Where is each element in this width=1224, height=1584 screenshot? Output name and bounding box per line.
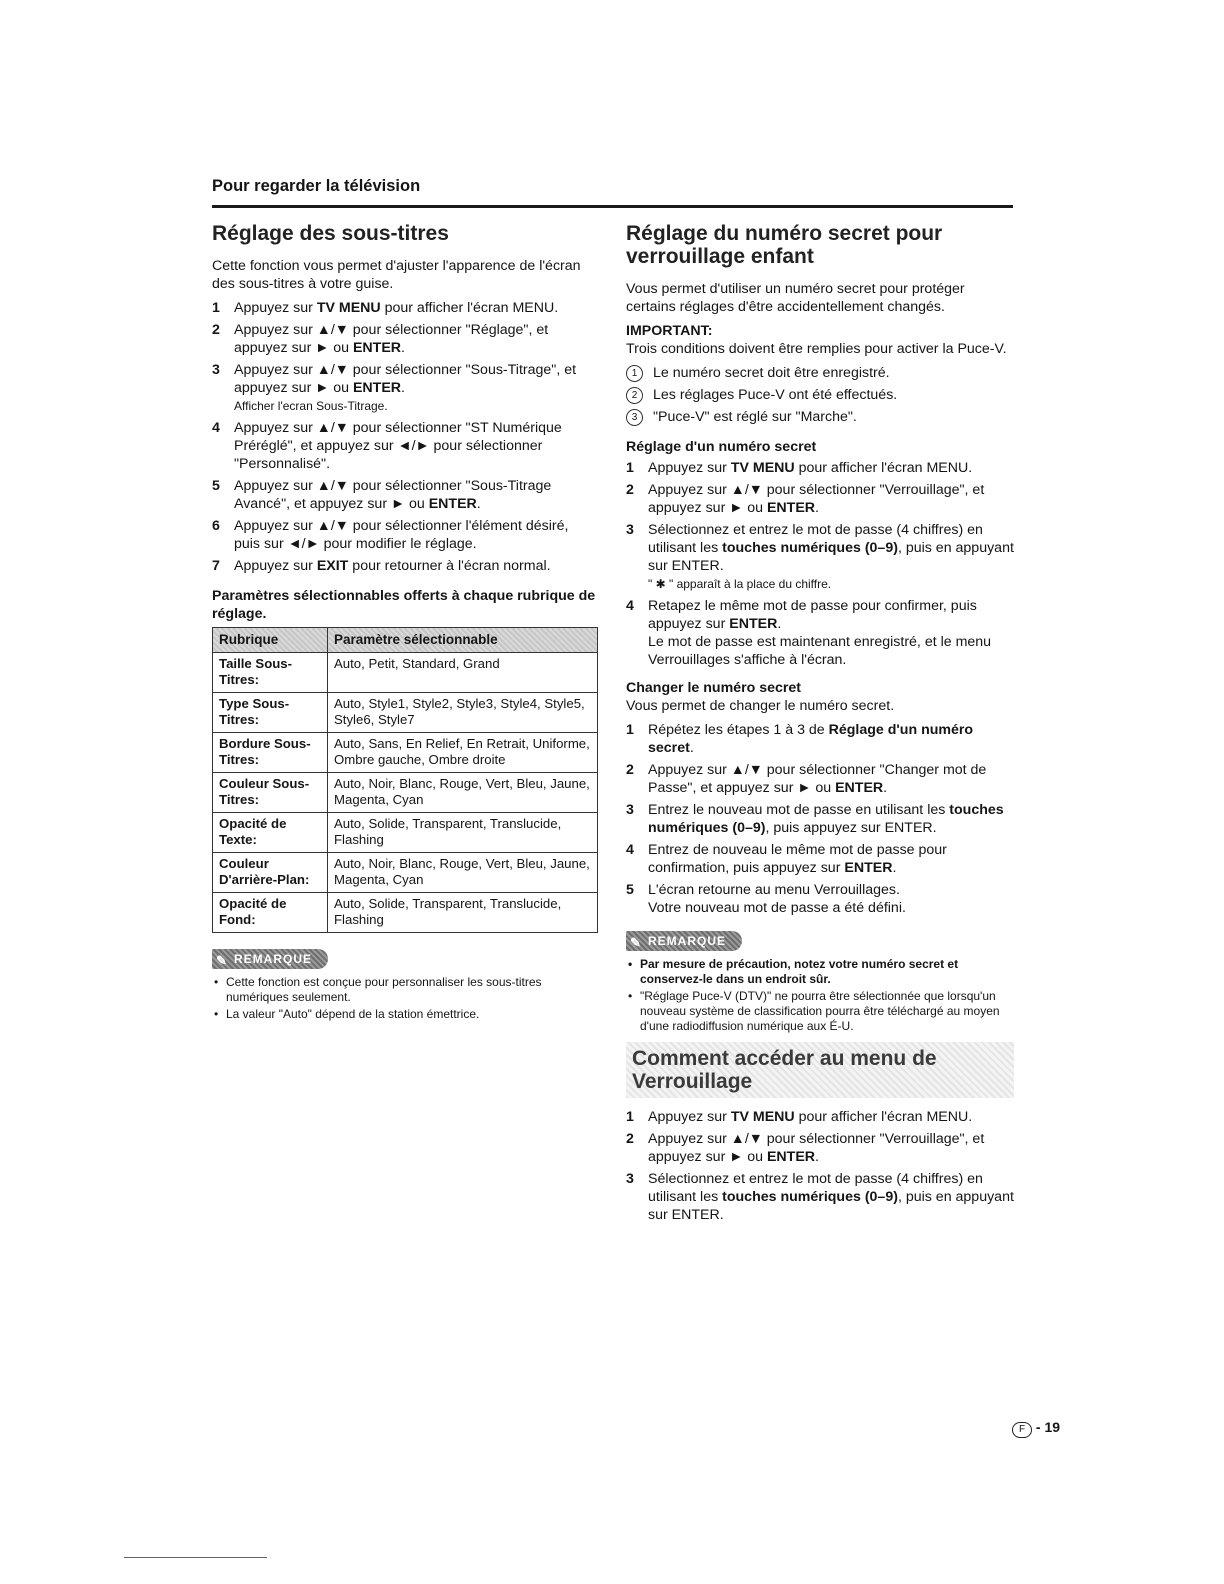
secret-number-title: Réglage du numéro secret pour verrouillage enfant [626,222,943,268]
list-item: 1 Le numéro secret doit être enregistré. [626,364,1018,382]
table-row: Couleur D'arrière-Plan: Auto, Noir, Blanc, Rouge, Vert, Bleu, Jaune, Magenta, Cyan [213,853,598,893]
list-item: 1 Appuyez sur TV MENU pour afficher l'écran MENU. [212,300,559,316]
list-item: 4 Appuyez sur ▲/▼ pour sélectionner "ST Numérique Préréglé", et appuyez sur ◄/► pour sélectionner "Personnalisé". [212,420,562,472]
section-header: Pour regarder la télévision [212,177,421,195]
list-item: 3 Appuyez sur ▲/▼ pour sélectionner "Sous-Titrage", et appuyez sur ► ou ENTER. Afficher l'ecran Sous-Titrage. [212,362,577,413]
list-item: 2 Appuyez sur ▲/▼ pour sélectionner "Réglage", et appuyez sur ► ou ENTER. [212,322,549,356]
table-title: Paramètres sélectionnables offerts à chaque rubrique de réglage. [212,588,596,622]
table-header-row [213,628,598,653]
list-item: 2 Les réglages Puce-V ont été effectués. [626,386,1018,404]
list-item: 2 Appuyez sur ▲/▼ pour sélectionner "Verrouillage", et appuyez sur ► ou ENTER. [626,482,985,516]
language-mark: F [1012,1422,1032,1438]
change-secret-intro: Vous permet de changer le numéro secret. [626,698,895,714]
table-row: Opacité de Texte: Auto, Solide, Transparent, Translucide, Flashing [213,813,598,853]
table-row: Bordure Sous-Titres: Auto, Sans, En Relief, En Retrait, Uniforme, Ombre gauche, Ombre droite [213,733,598,773]
list-item: 3 Entrez le nouveau mot de passe en utilisant les touches numériques (0–9), puis appuyez sur ENTER. [626,802,1004,836]
page-number: F - 19 [1012,1419,1060,1438]
list-item: 5 L'écran retourne au menu Verrouillages. Votre nouveau mot de passe a été défini. [626,882,906,916]
conditions-list [626,364,1018,426]
header-rule [212,205,1013,208]
subtitles-intro: Cette fonction vous permet d'ajuster l'apparence de l'écran des sous-titres à votre guise. [212,258,581,292]
table-row: Taille Sous-Titres: Auto, Petit, Standard, Grand [213,653,598,693]
remark-badge: ✎ REMARQUE [626,931,742,951]
subtitles-title: Réglage des sous-titres [212,222,449,245]
important-text: Trois conditions doivent être remplies pour activer la Puce-V. [626,341,1007,357]
pencil-icon: ✎ [216,953,228,968]
list-item: 6 Appuyez sur ▲/▼ pour sélectionner l'élément désiré, puis sur ◄/► pour modifier le réglage. [212,518,569,552]
lock-menu-banner: Comment accéder au menu de Verrouillage [626,1042,1014,1098]
remark-badge: ✎ REMARQUE [212,949,328,969]
pencil-icon: ✎ [630,935,642,950]
list-item: 4 Retapez le même mot de passe pour confirmer, puis appuyez sur ENTER. Le mot de passe est maintenant enregistré, et le menu Verrouillages s'affiche à l'écran. [626,598,992,668]
column-header: Paramètre sélectionnable [328,628,598,653]
list-item: 3 Sélectionnez et entrez le mot de passe (4 chiffres) en utilisant les touches numériques (0–9), puis en appuyant sur ENTER. " ✱ " apparaît à la place du chiffre. [626,522,1014,591]
secret-number-intro: Vous permet d'utiliser un numéro secret pour protéger certains réglages d'être accidentellement changés. [626,281,965,315]
change-secret-steps [626,721,1018,917]
list-item: 2 Appuyez sur ▲/▼ pour sélectionner "Verrouillage", et appuyez sur ► ou ENTER. [626,1131,985,1165]
list-item: 1 Appuyez sur TV MENU pour afficher l'écran MENU. [626,460,973,476]
remarks-list [212,975,598,1022]
list-item: 4 Entrez de nouveau le même mot de passe pour confirmation, puis appuyez sur ENTER. [626,842,947,876]
list-item: 5 Appuyez sur ▲/▼ pour sélectionner "Sous-Titrage Avancé", et appuyez sur ► ou ENTER. [212,478,552,512]
parameters-table [212,627,598,933]
list-item: 3 Sélectionnez et entrez le mot de passe (4 chiffres) en utilisant les touches numériques (0–9), puis en appuyant sur ENTER. [626,1171,1014,1223]
right-column [626,222,1018,1228]
list-item: 7 Appuyez sur EXIT pour retourner à l'écran normal. [212,558,551,574]
footer-line [124,1557,267,1558]
list-item: • Par mesure de précaution, notez votre numéro secret et conservez-le dans un endroit sûr. [626,957,1018,987]
list-item: 1 Appuyez sur TV MENU pour afficher l'écran MENU. [626,1109,973,1125]
list-item: • La valeur "Auto" dépend de la station émettrice. [212,1007,598,1022]
important-label: IMPORTANT: [626,323,713,339]
list-item: 2 Appuyez sur ▲/▼ pour sélectionner "Changer mot de Passe", et appuyez sur ► ou ENTER. [626,762,987,796]
set-secret-title: Réglage d'un numéro secret [626,439,817,455]
table-row: Opacité de Fond: Auto, Solide, Transparent, Translucide, Flashing [213,893,598,933]
subtitles-steps [212,299,598,575]
column-header: Rubrique [213,628,328,653]
lock-menu-steps [626,1108,1018,1224]
left-column [212,222,598,1024]
change-secret-title: Changer le numéro secret [626,680,802,696]
list-item: 1 Répétez les étapes 1 à 3 de Réglage d'un numéro secret. [626,722,974,756]
set-secret-steps [626,459,1018,669]
table-row: Type Sous-Titres: Auto, Style1, Style2, Style3, Style4, Style5, Style6, Style7 [213,693,598,733]
remarks-list [626,957,1018,1034]
list-item: 3 "Puce-V" est réglé sur "Marche". [626,408,1018,426]
table-row: Couleur Sous-Titres: Auto, Noir, Blanc, Rouge, Vert, Bleu, Jaune, Magenta, Cyan [213,773,598,813]
list-item: • Cette fonction est conçue pour personnaliser les sous-titres numériques seulement. [212,975,598,1005]
list-item: • "Réglage Puce-V (DTV)" ne pourra être sélectionnée que lorsqu'un nouveau système de classification pourra être téléchargé au moyen d'une radiodiffusion numérique aux É-U. [626,989,1018,1034]
